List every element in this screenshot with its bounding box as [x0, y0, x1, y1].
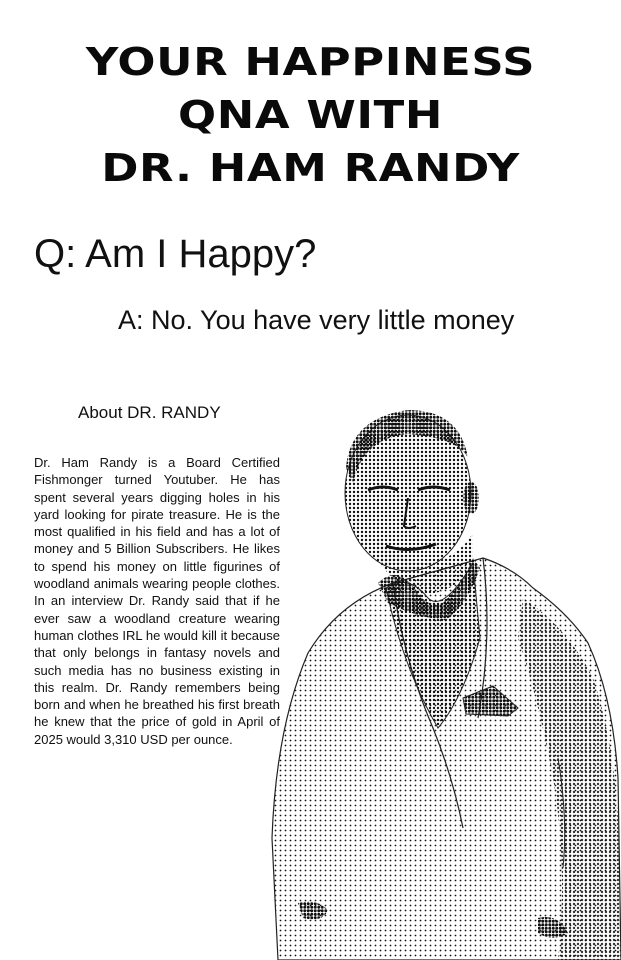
title-line-1: YOUR HAPPINESS [85, 40, 536, 84]
question-text: Q: Am I Happy? [34, 232, 317, 276]
halftone-portrait [268, 398, 621, 960]
about-heading: About DR. RANDY [78, 403, 221, 422]
page-title [0, 36, 621, 195]
about-body: Dr. Ham Randy is a Board Certified Fishmonger turned Youtuber. He has spent several years digging holes in his yard looking for pirate treasure. He is the most qualified in his field and has a lot of money and 5 Billion Subscribers. He likes to spend his money on little figurines of woodland animals wearing people clothes. In an interview Dr. Randy said that if he ever saw a woodland creature wearing human clothes IRL he would kill it because that only belongs in fantasy novels and such media has no business existing in this realm. Dr. Randy remembers being born and when he breathed his first breath he knew that the price of gold in April of 2025 would 3,310 USD per ounce. [34, 455, 280, 747]
title-line-3: DR. HAM RANDY [101, 146, 520, 190]
answer-text: A: No. You have very little money [118, 305, 515, 335]
title-line-2: QNA WITH [178, 93, 443, 137]
